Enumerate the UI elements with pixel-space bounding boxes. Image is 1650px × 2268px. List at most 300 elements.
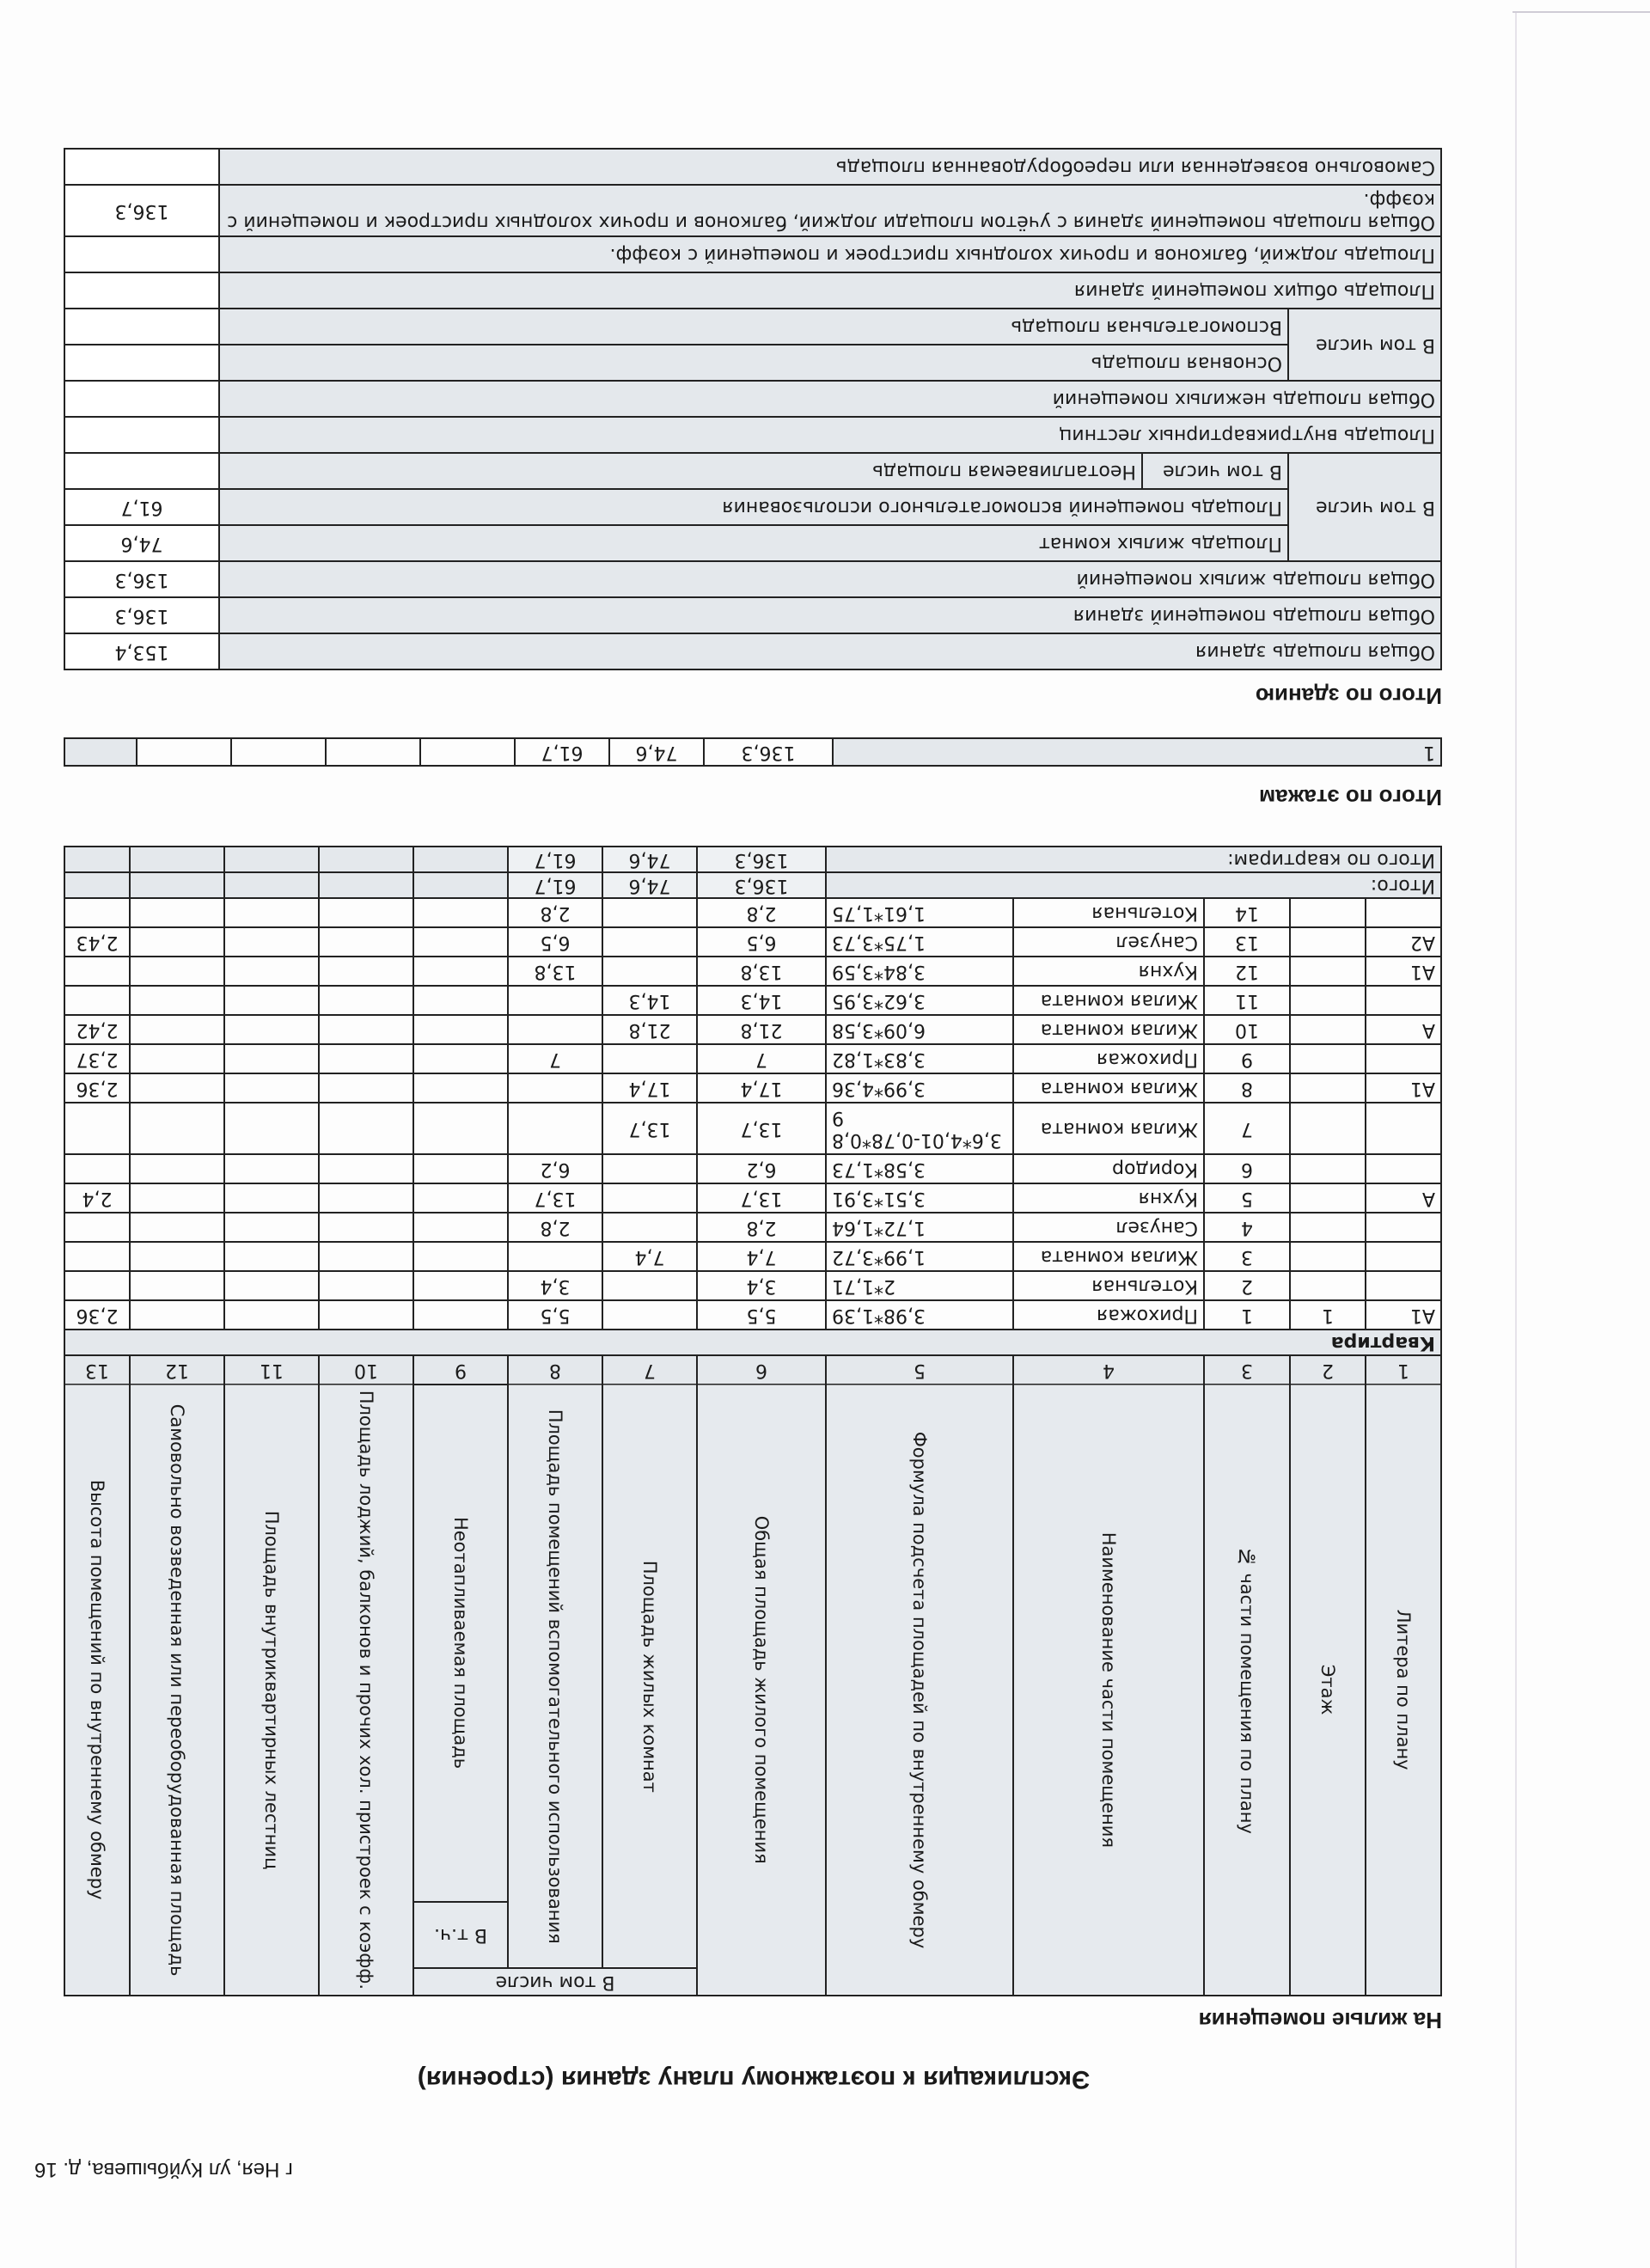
cell-unauth (130, 1300, 224, 1330)
cell-name: Жилая комната (1013, 1073, 1204, 1103)
cell-no: 11 (1204, 986, 1290, 1015)
cell-total: 13,7 (697, 1103, 826, 1154)
cell-total: 2,8 (697, 1213, 826, 1242)
building-row-value (64, 381, 219, 417)
cell-unheated (413, 1073, 508, 1103)
floors-table (64, 737, 1442, 767)
cell-loggia (319, 1183, 413, 1213)
building-row-value (64, 236, 219, 272)
cell-loggia (319, 898, 413, 927)
cell-loggia (319, 1271, 413, 1300)
cell-unauth (130, 1103, 224, 1154)
cell-loggia (319, 1044, 413, 1073)
table-row (64, 1015, 1441, 1044)
cell-floor (1290, 1242, 1366, 1271)
floor-cell-empty (326, 738, 420, 766)
building-row (64, 149, 1441, 185)
cell-stairs (224, 898, 319, 927)
cell-height: 2,4 (64, 1183, 130, 1213)
cell-height (64, 1154, 130, 1183)
building-row (64, 489, 1441, 525)
cell-name: Прихожая (1013, 1300, 1204, 1330)
building-row-label: Общая площадь здания (219, 633, 1441, 669)
cell-formula: 6,09*3,58 (826, 1015, 1013, 1044)
cell-unauth (130, 927, 224, 957)
building-row-value (64, 345, 219, 381)
scan-edge (1515, 12, 1517, 2268)
cell-aux: 13,8 (508, 957, 602, 986)
cell-living: 17,4 (602, 1073, 697, 1103)
cell-loggia (319, 1103, 413, 1154)
column-number: 9 (413, 1355, 508, 1385)
cell-litera (1366, 1103, 1441, 1154)
cell-formula: 1,99*3,72 (826, 1242, 1013, 1271)
cell-formula: 3,6*4,01-0,78*0,89 (826, 1103, 1013, 1154)
cell-living (602, 1271, 697, 1300)
cell-unheated (413, 1183, 508, 1213)
cell-floor (1290, 1015, 1366, 1044)
cell-unauth (130, 1015, 224, 1044)
cell-height (64, 957, 130, 986)
building-row-value (64, 149, 219, 185)
cell-litera: А (1366, 1183, 1441, 1213)
table-row (64, 1300, 1441, 1330)
cell-aux: 6,5 (508, 927, 602, 957)
cell-floor: 1 (1290, 1300, 1366, 1330)
cell-living (602, 898, 697, 927)
cell-no: 7 (1204, 1103, 1290, 1154)
apartments-total-label: Итого по квартирам: (826, 847, 1441, 872)
cell-height (64, 1271, 130, 1300)
building-row (64, 453, 1441, 489)
cell-living: 21,8 (602, 1015, 697, 1044)
header-floor: Этаж (1290, 1385, 1366, 1996)
total-label: Итого: (826, 872, 1441, 898)
cell-loggia (319, 986, 413, 1015)
cell-floor (1290, 1073, 1366, 1103)
building-row (64, 633, 1441, 669)
table-row (64, 1271, 1441, 1300)
cell-stairs (224, 957, 319, 986)
building-row-value (64, 272, 219, 309)
cell-name: Жилая комната (1013, 1103, 1204, 1154)
cell-aux (508, 1073, 602, 1103)
cell-total: 14,3 (697, 986, 826, 1015)
cell-loggia (319, 1300, 413, 1330)
cell-formula: 1,75*3,73 (826, 927, 1013, 957)
cell-stairs (224, 1242, 319, 1271)
cell-name: Санузел (1013, 927, 1204, 957)
cell-formula: 3,51*3,91 (826, 1183, 1013, 1213)
total-aux: 61,7 (508, 872, 602, 898)
cell-stairs (224, 1271, 319, 1300)
cell-formula: 3,99*4,36 (826, 1073, 1013, 1103)
table-row (64, 1213, 1441, 1242)
cell-aux: 3,4 (508, 1271, 602, 1300)
cell-total: 6,5 (697, 927, 826, 957)
cell-no: 13 (1204, 927, 1290, 957)
cell-floor (1290, 957, 1366, 986)
cell-living: 14,3 (602, 986, 697, 1015)
cell-total: 17,4 (697, 1073, 826, 1103)
cell-unheated (413, 1015, 508, 1044)
column-number: 5 (826, 1355, 1013, 1385)
header-room-no: № части помещения по плану (1204, 1385, 1290, 1996)
cell-unauth (130, 957, 224, 986)
header-formula: Формула подсчета площадей по внутреннему обмеру (826, 1385, 1013, 1996)
cell-height: 2,42 (64, 1015, 130, 1044)
cell-living (602, 1213, 697, 1242)
floor-cell-empty (231, 738, 326, 766)
cell-floor (1290, 898, 1366, 927)
cell-total: 21,8 (697, 1015, 826, 1044)
cell-formula: 1,61*1,75 (826, 898, 1013, 927)
cell-litera: А1 (1366, 1300, 1441, 1330)
header-total-area: Общая площадь жилого помещения (697, 1385, 826, 1996)
building-row-label: Общая площадь помещений здания (219, 597, 1441, 633)
cell-aux (508, 1015, 602, 1044)
cell-aux (508, 1103, 602, 1154)
cell-aux: 7 (508, 1044, 602, 1073)
floor-cell-empty (420, 738, 515, 766)
table-row (64, 1103, 1441, 1154)
cell-litera (1366, 1242, 1441, 1271)
cell-name: Котельная (1013, 1271, 1204, 1300)
cell-formula: 3,83*1,82 (826, 1044, 1013, 1073)
cell-stairs (224, 1183, 319, 1213)
building-row-label: Площадь жилых комнат (219, 525, 1288, 561)
cell-no: 12 (1204, 957, 1290, 986)
column-number: 13 (64, 1355, 130, 1385)
building-row-label: Площадь помещений вспомогательного использования (219, 489, 1288, 525)
cell-unauth (130, 1271, 224, 1300)
cell-stairs (224, 1073, 319, 1103)
cell-name: Прихожая (1013, 1044, 1204, 1073)
cell-aux: 5,5 (508, 1300, 602, 1330)
header-living: Площадь жилых комнат (602, 1385, 697, 1968)
cell-name: Санузел (1013, 1213, 1204, 1242)
column-number: 11 (224, 1355, 319, 1385)
column-number: 3 (1204, 1355, 1290, 1385)
total-empty (319, 872, 413, 898)
building-row (64, 417, 1441, 453)
floor-cell-empty (137, 738, 231, 766)
cell-unheated (413, 898, 508, 927)
building-row-label: Общая площадь жилых помещений (219, 561, 1441, 597)
cell-litera (1366, 898, 1441, 927)
cell-floor (1290, 1271, 1366, 1300)
cell-unheated (413, 1300, 508, 1330)
cell-floor (1290, 986, 1366, 1015)
cell-name: Коридор (1013, 1154, 1204, 1183)
building-row-label: Площадь лоджий, балконов и прочих холодных пристроек и помещений с коэфф. (219, 236, 1441, 272)
cell-living (602, 1044, 697, 1073)
total-empty (224, 872, 319, 898)
cell-stairs (224, 1044, 319, 1073)
cell-no: 4 (1204, 1213, 1290, 1242)
cell-unheated (413, 1044, 508, 1073)
cell-height: 2,36 (64, 1300, 130, 1330)
cell-unauth (130, 1044, 224, 1073)
cell-unauth (130, 986, 224, 1015)
cell-aux (508, 1242, 602, 1271)
cell-formula: 1,72*1,64 (826, 1213, 1013, 1242)
cell-aux: 2,8 (508, 1213, 602, 1242)
table-row (64, 1073, 1441, 1103)
cell-no: 2 (1204, 1271, 1290, 1300)
building-row (64, 185, 1441, 236)
building-incl-label: В том числе (1288, 309, 1441, 381)
cell-height: 2,36 (64, 1073, 130, 1103)
building-row-label: Основная площадь (219, 345, 1288, 381)
floor-row (64, 738, 1441, 766)
floor-cell-floor: 1 (833, 738, 1441, 766)
building-row (64, 309, 1441, 345)
cell-formula: 3,84*3,59 (826, 957, 1013, 986)
cell-floor (1290, 1103, 1366, 1154)
building-row (64, 381, 1441, 417)
floor-cell-empty (64, 738, 137, 766)
floor-cell-aux: 61,7 (515, 738, 609, 766)
table-row (64, 957, 1441, 986)
cell-loggia (319, 1154, 413, 1183)
cell-unheated (413, 986, 508, 1015)
apartments-total-area: 136,3 (697, 847, 826, 872)
cell-litera: А1 (1366, 957, 1441, 986)
group-label: Квартира (64, 1330, 1441, 1355)
cell-floor (1290, 1183, 1366, 1213)
cell-stairs (224, 986, 319, 1015)
cell-total: 5,5 (697, 1300, 826, 1330)
cell-name: Жилая комната (1013, 1015, 1204, 1044)
cell-total: 7 (697, 1044, 826, 1073)
building-row (64, 345, 1441, 381)
building-row (64, 236, 1441, 272)
apartments-total-empty (64, 847, 130, 872)
building-row-label: Площадь внутриквартирных лестниц (219, 417, 1441, 453)
building-row-value: 136,3 (64, 597, 219, 633)
cell-unheated (413, 1154, 508, 1183)
building-incl-label: В том числе (1142, 453, 1288, 489)
cell-loggia (319, 1242, 413, 1271)
cell-unauth (130, 1242, 224, 1271)
total-row (64, 872, 1441, 898)
cell-total: 6,2 (697, 1154, 826, 1183)
total-empty (413, 872, 508, 898)
cell-formula: 2*1,71 (826, 1271, 1013, 1300)
column-numbers-row (64, 1355, 1441, 1385)
cell-living (602, 957, 697, 986)
building-row-label: Общая площадь помещений здания с учётом площади лоджий, балконов и прочих холодных пристроек и помещений с коэфф. (219, 185, 1441, 236)
cell-unauth (130, 1073, 224, 1103)
cell-total: 13,8 (697, 957, 826, 986)
column-number: 7 (602, 1355, 697, 1385)
building-row-label: Самовольно возведенная или переоборудованная площадь (219, 149, 1441, 185)
building-row-value: 153,4 (64, 633, 219, 669)
cell-litera (1366, 1044, 1441, 1073)
cell-height (64, 898, 130, 927)
cell-stairs (224, 1103, 319, 1154)
cell-no: 6 (1204, 1154, 1290, 1183)
scan-edge-top (1512, 11, 1650, 13)
building-row-value: 74,6 (64, 525, 219, 561)
cell-floor (1290, 1213, 1366, 1242)
table-row (64, 1183, 1441, 1213)
cell-litera: А1 (1366, 1073, 1441, 1103)
cell-stairs (224, 1300, 319, 1330)
building-row-value (64, 417, 219, 453)
header-aux: Площадь помещений вспомогательного использования (508, 1385, 602, 1968)
floor-cell-living: 74,6 (609, 738, 704, 766)
column-number: 10 (319, 1355, 413, 1385)
cell-no: 9 (1204, 1044, 1290, 1073)
total-empty (130, 872, 224, 898)
section-floors: Итого по этажам (1258, 784, 1442, 810)
cell-litera (1366, 1154, 1441, 1183)
cell-total: 13,7 (697, 1183, 826, 1213)
cell-name: Жилая комната (1013, 1242, 1204, 1271)
cell-no: 10 (1204, 1015, 1290, 1044)
column-number: 8 (508, 1355, 602, 1385)
building-row-value (64, 309, 219, 345)
cell-aux: 2,8 (508, 898, 602, 927)
table-row (64, 1044, 1441, 1073)
document-body (34, 148, 1442, 2182)
cell-total: 2,8 (697, 898, 826, 927)
cell-living (602, 1183, 697, 1213)
cell-floor (1290, 1044, 1366, 1073)
header-unheated: Неотапливаемая площадь (413, 1385, 508, 1902)
table-row (64, 1154, 1441, 1183)
building-row-label: Вспомогательная площадь (219, 309, 1288, 345)
cell-unauth (130, 1213, 224, 1242)
cell-unauth (130, 898, 224, 927)
header-stairs: Площадь внутриквартирных лестниц (224, 1385, 319, 1996)
cell-height: 2,37 (64, 1044, 130, 1073)
building-row-value (64, 453, 219, 489)
cell-height (64, 1103, 130, 1154)
cell-height (64, 1242, 130, 1271)
column-number: 2 (1290, 1355, 1366, 1385)
building-row-value: 136,3 (64, 185, 219, 236)
cell-height (64, 986, 130, 1015)
cell-aux: 13,7 (508, 1183, 602, 1213)
cell-unheated (413, 1242, 508, 1271)
header-incl-short: В т.ч. (413, 1902, 508, 1968)
cell-name: Кухня (1013, 1183, 1204, 1213)
apartments-total-aux: 61,7 (508, 847, 602, 872)
cell-no: 8 (1204, 1073, 1290, 1103)
cell-unheated (413, 1213, 508, 1242)
apartments-total-empty (413, 847, 508, 872)
apartments-total-empty (130, 847, 224, 872)
cell-litera: А (1366, 1015, 1441, 1044)
building-incl-label: В том числе (1288, 453, 1441, 561)
cell-litera (1366, 1213, 1441, 1242)
column-number: 4 (1013, 1355, 1204, 1385)
section-building: Итого по зданию (1255, 682, 1442, 709)
building-row-value: 136,3 (64, 561, 219, 597)
total-area: 136,3 (697, 872, 826, 898)
section-residential: На жилые помещения (1198, 2008, 1442, 2033)
cell-aux (508, 986, 602, 1015)
header-unauthorized: Самовольно возведенная или переоборудованная площадь (130, 1385, 224, 1996)
building-row (64, 597, 1441, 633)
building-row-label: Площадь общих помещений здания (219, 272, 1441, 309)
cell-living: 13,7 (602, 1103, 697, 1154)
explication-table (64, 846, 1442, 1996)
cell-formula: 3,58*1,73 (826, 1154, 1013, 1183)
cell-height: 2,43 (64, 927, 130, 957)
cell-floor (1290, 927, 1366, 957)
cell-total: 7,4 (697, 1242, 826, 1271)
header-room-name: Наименование части помещения (1013, 1385, 1204, 1996)
header-height: Высота помещений по внутреннему обмеру (64, 1385, 130, 1996)
cell-name: Котельная (1013, 898, 1204, 927)
cell-total: 3,4 (697, 1271, 826, 1300)
cell-unheated (413, 1103, 508, 1154)
building-table (64, 148, 1442, 670)
building-row (64, 525, 1441, 561)
apartments-total-empty (224, 847, 319, 872)
header-litera: Литера по плану (1366, 1385, 1441, 1996)
cell-aux: 6,2 (508, 1154, 602, 1183)
building-row-label: Общая площадь нежилых помещений (219, 381, 1441, 417)
table-row (64, 927, 1441, 957)
apartments-total-row (64, 847, 1441, 872)
cell-name: Жилая комната (1013, 986, 1204, 1015)
table-row (64, 898, 1441, 927)
cell-unheated (413, 927, 508, 957)
column-number: 1 (1366, 1355, 1441, 1385)
cell-no: 5 (1204, 1183, 1290, 1213)
cell-no: 1 (1204, 1300, 1290, 1330)
cell-loggia (319, 927, 413, 957)
cell-stairs (224, 1213, 319, 1242)
cell-litera: А2 (1366, 927, 1441, 957)
cell-stairs (224, 1154, 319, 1183)
total-empty (64, 872, 130, 898)
header-in-that-number: В том числе (413, 1968, 697, 1996)
cell-loggia (319, 1015, 413, 1044)
building-row-label: Неотапливаемая площадь (219, 453, 1142, 489)
cell-unheated (413, 1271, 508, 1300)
cell-unauth (130, 1154, 224, 1183)
cell-loggia (319, 1213, 413, 1242)
cell-loggia (319, 957, 413, 986)
cell-living (602, 1154, 697, 1183)
cell-litera (1366, 1271, 1441, 1300)
cell-height (64, 1213, 130, 1242)
cell-living (602, 927, 697, 957)
total-living: 74,6 (602, 872, 697, 898)
cell-living (602, 1300, 697, 1330)
address: г Нея, ул Куйбышева, д. 16 (34, 2158, 293, 2181)
cell-unheated (413, 957, 508, 986)
table-row (64, 986, 1441, 1015)
cell-living: 7,4 (602, 1242, 697, 1271)
apartments-total-empty (319, 847, 413, 872)
building-row-value: 61,7 (64, 489, 219, 525)
cell-stairs (224, 927, 319, 957)
cell-loggia (319, 1073, 413, 1103)
floor-cell-total: 136,3 (704, 738, 833, 766)
table-row (64, 1242, 1441, 1271)
header-loggia: Площадь лоджий, балконов и прочих хол. пристроек с коэфф. (319, 1385, 413, 1996)
document-title: Экспликация к поэтажному плану здания (строения) (417, 2065, 1091, 2094)
apartments-total-living: 74,6 (602, 847, 697, 872)
column-number: 12 (130, 1355, 224, 1385)
